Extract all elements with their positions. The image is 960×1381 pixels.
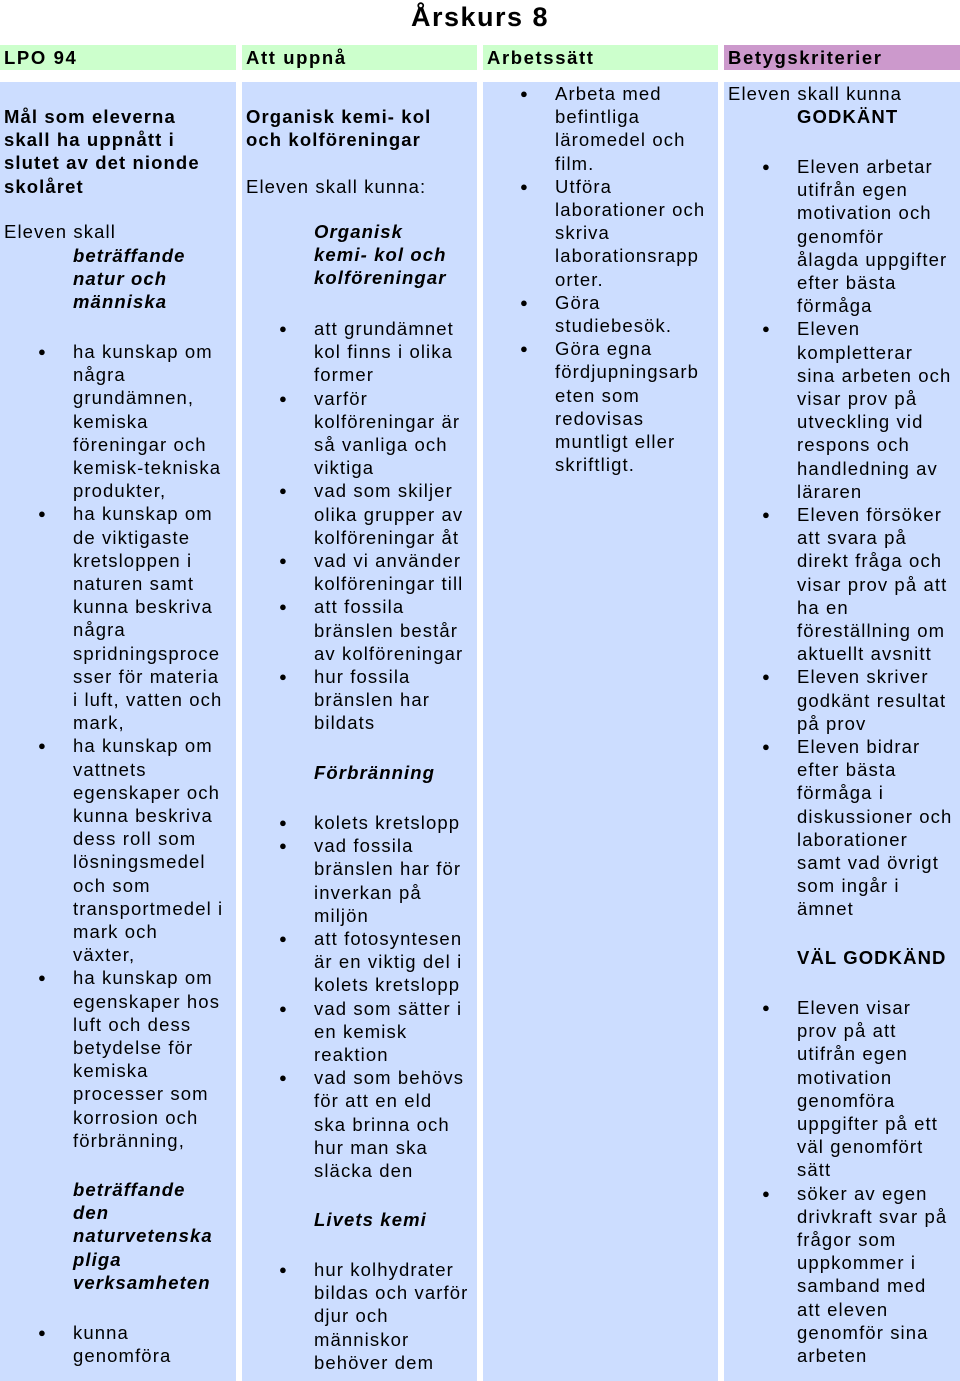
list-item: sina arbeten och [797, 364, 952, 386]
bullet-icon: ● [279, 1000, 288, 1016]
list-item: kompletterar [797, 341, 914, 363]
list-item: i luft, vatten och [73, 689, 223, 710]
bullet-icon: ● [762, 507, 771, 522]
header-lpo94: LPO 94 [0, 45, 236, 70]
list-item: laborationsrapp [555, 245, 700, 267]
list-item: redovisas [555, 407, 645, 429]
column-arbetssatt [483, 82, 718, 1381]
list-item: några [73, 364, 126, 386]
list-item: grundämnen, [73, 387, 195, 409]
bullet-icon: ● [279, 1070, 288, 1086]
section-heading: och kolföreningar [246, 129, 421, 151]
subheading: kemi- kol och [314, 244, 447, 266]
list-item: frågor som [797, 1229, 897, 1250]
list-item: kolföreningar är [314, 410, 461, 432]
list-item: växter, [73, 944, 136, 966]
column-att-uppna [242, 82, 477, 1381]
list-item: befintliga [555, 106, 641, 128]
list-item: bränslen har [314, 689, 431, 711]
subheading: Förbränning [314, 762, 436, 783]
bullet-icon: ● [762, 321, 771, 337]
subheading: beträffande [73, 1179, 186, 1200]
list-item: kemiska [73, 410, 149, 432]
bullet-icon: ● [279, 931, 288, 946]
bullet-icon: ● [279, 390, 288, 406]
list-item: djur och [314, 1305, 389, 1327]
bullet-icon: ● [520, 86, 529, 101]
header-betygskriterier: Betygskriterier [724, 45, 960, 70]
list-item: hur fossila [314, 666, 411, 687]
list-item: diskussioner och [797, 805, 953, 827]
list-item: sser för materia [73, 665, 220, 687]
list-item: transportmedel i [73, 897, 224, 919]
list-item: samband med [797, 1275, 927, 1297]
subheading: Organisk [314, 221, 403, 242]
list-item: dess roll som [73, 828, 197, 850]
list-item: mark och [73, 921, 158, 942]
goal-text: skall ha uppnått i [4, 129, 175, 151]
list-item: olika grupper av [314, 503, 464, 525]
list-item: studiebesök. [555, 315, 673, 336]
list-item: laborationer [797, 828, 908, 850]
list-item: ha kunskap om [73, 735, 213, 757]
list-item: Arbeta med [555, 83, 662, 104]
column-betygskriterier [724, 82, 960, 1381]
list-item: människor [314, 1328, 410, 1350]
list-item: kretsloppen i [73, 549, 193, 571]
list-item: är en viktig del i [314, 951, 463, 973]
bullet-icon: ● [279, 669, 288, 684]
bullet-icon: ● [762, 1000, 771, 1015]
list-item: direkt fråga och [797, 550, 943, 572]
header-arbetssatt: Arbetssätt [483, 45, 718, 70]
list-item: att svara på [797, 527, 907, 549]
list-item: bildats [314, 712, 376, 734]
bullet-icon: ● [762, 159, 771, 174]
list-item: behöver dem [314, 1351, 435, 1373]
list-item: uppgifter på ett [797, 1113, 939, 1134]
list-item: varför [314, 387, 368, 409]
list-item: luft och dess [73, 1013, 192, 1035]
list-item: kolföreningar åt [314, 526, 460, 548]
list-item: efter bästa [797, 272, 897, 293]
list-item: hur man ska [314, 1136, 428, 1158]
list-item: för att en eld [314, 1090, 433, 1112]
list-item: kunna beskriva [73, 596, 213, 618]
list-item: laborationer och [555, 199, 706, 220]
goal-text: skolåret [4, 175, 84, 197]
bullet-icon: ● [279, 553, 288, 568]
list-item: läromedel och [555, 129, 686, 151]
list-item: föreställning om [797, 620, 946, 641]
list-item: former [314, 364, 375, 386]
subheading: kolföreningar [314, 267, 447, 289]
list-item: godkänt resultat [797, 689, 947, 711]
list-item: egenskaper och [73, 781, 221, 803]
list-item: förbränning, [73, 1129, 185, 1151]
bullet-icon: ● [520, 294, 529, 310]
list-item: släcka den [314, 1160, 414, 1181]
intro-text: Eleven skall kunna [728, 83, 903, 104]
list-item: att fossila [314, 596, 405, 618]
list-item: processer som [73, 1083, 209, 1105]
list-item: Eleven arbetar [797, 156, 933, 177]
bullet-icon: ● [38, 506, 47, 522]
list-item: hur kolhydrater [314, 1259, 454, 1280]
intro-text: Eleven skall [4, 221, 116, 242]
list-item: läraren [797, 480, 863, 502]
list-item: Eleven försöker [797, 504, 943, 525]
list-item: samt vad övrigt [797, 852, 939, 873]
subheading: Livets kemi [314, 1209, 427, 1230]
list-item: av kolföreningar [314, 642, 464, 664]
subheading: beträffande [73, 245, 186, 266]
list-item: kolets kretslopp [314, 812, 461, 833]
list-item: inverkan på [314, 881, 422, 903]
bullet-icon: ● [762, 739, 771, 754]
subheading: verksamheten [73, 1271, 211, 1293]
list-item: förmåga [797, 295, 873, 317]
list-item: drivkraft svar på [797, 1205, 948, 1227]
section-heading: Organisk kemi- kol [246, 106, 432, 127]
list-item: ha kunskap om [73, 341, 213, 362]
subheading: pliga [73, 1248, 122, 1270]
list-item: skriftligt. [555, 454, 635, 476]
list-item: vad som skiljer [314, 480, 453, 502]
list-item: Göra [555, 291, 601, 313]
grade-level: VÄL GODKÄND [797, 947, 947, 968]
bullet-icon: ● [279, 483, 288, 499]
list-item: de viktigaste [73, 526, 191, 548]
bullet-icon: ● [38, 970, 47, 986]
list-item: korrosion och [73, 1106, 199, 1128]
list-item: mark, [73, 712, 125, 734]
list-item: motivation och [797, 202, 932, 224]
list-item: att grundämnet [314, 318, 454, 339]
bullet-icon: ● [38, 738, 47, 754]
list-item: efter bästa [797, 759, 897, 781]
list-item: viktiga [314, 457, 375, 479]
list-item: motivation [797, 1066, 893, 1088]
goal-text: slutet av det nionde [4, 152, 200, 174]
list-item: som ingår i [797, 875, 900, 897]
list-item: kemiska [73, 1060, 149, 1082]
page-title: Årskurs 8 [410, 2, 550, 32]
list-item: muntligt eller [555, 431, 676, 452]
list-item: och som [73, 874, 151, 896]
subheading: natur och [73, 268, 168, 290]
intro-text: Eleven skall kunna: [246, 176, 427, 197]
list-item: miljön [314, 904, 369, 926]
list-item: kunna beskriva [73, 805, 213, 826]
subheading: naturvetenska [73, 1225, 213, 1247]
bullet-icon: ● [762, 1185, 771, 1201]
list-item: ha kunskap om [73, 967, 213, 989]
list-item: egenskaper hos [73, 990, 221, 1012]
list-item: visar prov på [797, 388, 918, 409]
list-item: sätt [797, 1159, 832, 1181]
list-item: fördjupningsarb [555, 361, 700, 383]
list-item: reaktion [314, 1044, 389, 1065]
bullet-icon: ● [520, 178, 529, 194]
list-item: vad som behövs [314, 1067, 465, 1089]
list-item: förmåga i [797, 782, 885, 804]
list-item: ska brinna och [314, 1113, 450, 1135]
list-item: utveckling vid [797, 411, 924, 433]
list-item: utifrån egen [797, 179, 908, 201]
goal-text: Mål som eleverna [4, 106, 176, 127]
list-item: bildas och varför [314, 1282, 469, 1304]
list-item: uppkommer i [797, 1252, 917, 1274]
list-item: genomför [797, 225, 884, 247]
list-item: arbeten [797, 1345, 868, 1366]
list-item: kunna [73, 1322, 129, 1343]
list-item: produkter, [73, 480, 167, 502]
list-item: bränslen består [314, 619, 459, 641]
list-item: en kemisk [314, 1020, 408, 1042]
list-item: prov på att [797, 1020, 897, 1042]
bullet-icon: ● [38, 344, 47, 359]
list-item: ålagda uppgifter [797, 248, 948, 270]
subheading: människa [73, 291, 168, 313]
list-item: utifrån egen [797, 1043, 908, 1065]
bullet-icon: ● [279, 838, 288, 854]
grade-level: GODKÄNT [797, 106, 899, 127]
list-item: några [73, 619, 126, 641]
list-item: aktuellt avsnitt [797, 643, 932, 665]
list-item: kol finns i olika [314, 341, 454, 363]
list-item: att eleven [797, 1298, 889, 1320]
list-item: film. [555, 152, 595, 174]
subheading: den [73, 1202, 110, 1224]
list-item: lösningsmedel [73, 851, 206, 873]
list-item: Eleven [797, 318, 861, 340]
list-item: ha en [797, 596, 849, 618]
list-item: Eleven visar [797, 997, 911, 1018]
list-item: kemisk-tekniska [73, 457, 222, 478]
list-item: bränslen har för [314, 858, 462, 880]
list-item: Utföra [555, 175, 612, 197]
list-item: visar prov på att [797, 573, 948, 595]
list-item: ämnet [797, 898, 854, 920]
list-item: Eleven bidrar [797, 736, 921, 757]
header-att-uppna: Att uppnå [242, 45, 477, 70]
list-item: att fotosyntesen [314, 928, 463, 949]
list-item: Göra egna [555, 338, 653, 360]
list-item: vattnets [73, 758, 147, 780]
list-item: respons och [797, 434, 910, 456]
bullet-icon: ● [279, 1262, 288, 1277]
bullet-icon: ● [279, 599, 288, 615]
list-item: vad vi använder [314, 550, 462, 571]
list-item: naturen samt [73, 573, 195, 594]
list-item: vad som sätter i [314, 997, 463, 1019]
list-item: genomföra [73, 1345, 172, 1367]
list-item: genomföra [797, 1089, 896, 1111]
list-item: väl genomfört [797, 1136, 924, 1158]
list-item: vad fossila [314, 835, 414, 857]
list-item: kolets kretslopp [314, 974, 461, 996]
bullet-icon: ● [279, 321, 288, 336]
list-item: spridningsproce [73, 642, 221, 664]
list-item: kolföreningar till [314, 573, 464, 595]
column-lpo94 [0, 82, 236, 1381]
list-item: Eleven skriver [797, 666, 929, 688]
bullet-icon: ● [762, 669, 771, 685]
list-item: söker av egen [797, 1182, 928, 1204]
list-item: betydelse för [73, 1037, 194, 1058]
list-item: orter. [555, 268, 604, 290]
bullet-icon: ● [520, 341, 529, 357]
bullet-icon: ● [279, 815, 288, 830]
list-item: föreningar och [73, 433, 207, 455]
list-item: så vanliga och [314, 434, 448, 455]
list-item: på prov [797, 712, 867, 734]
list-item: genomför sina [797, 1321, 929, 1343]
bullet-icon: ● [38, 1325, 47, 1340]
list-item: handledning av [797, 457, 938, 479]
list-item: ha kunskap om [73, 503, 213, 525]
list-item: skriva [555, 222, 610, 244]
list-item: eten som [555, 384, 640, 406]
